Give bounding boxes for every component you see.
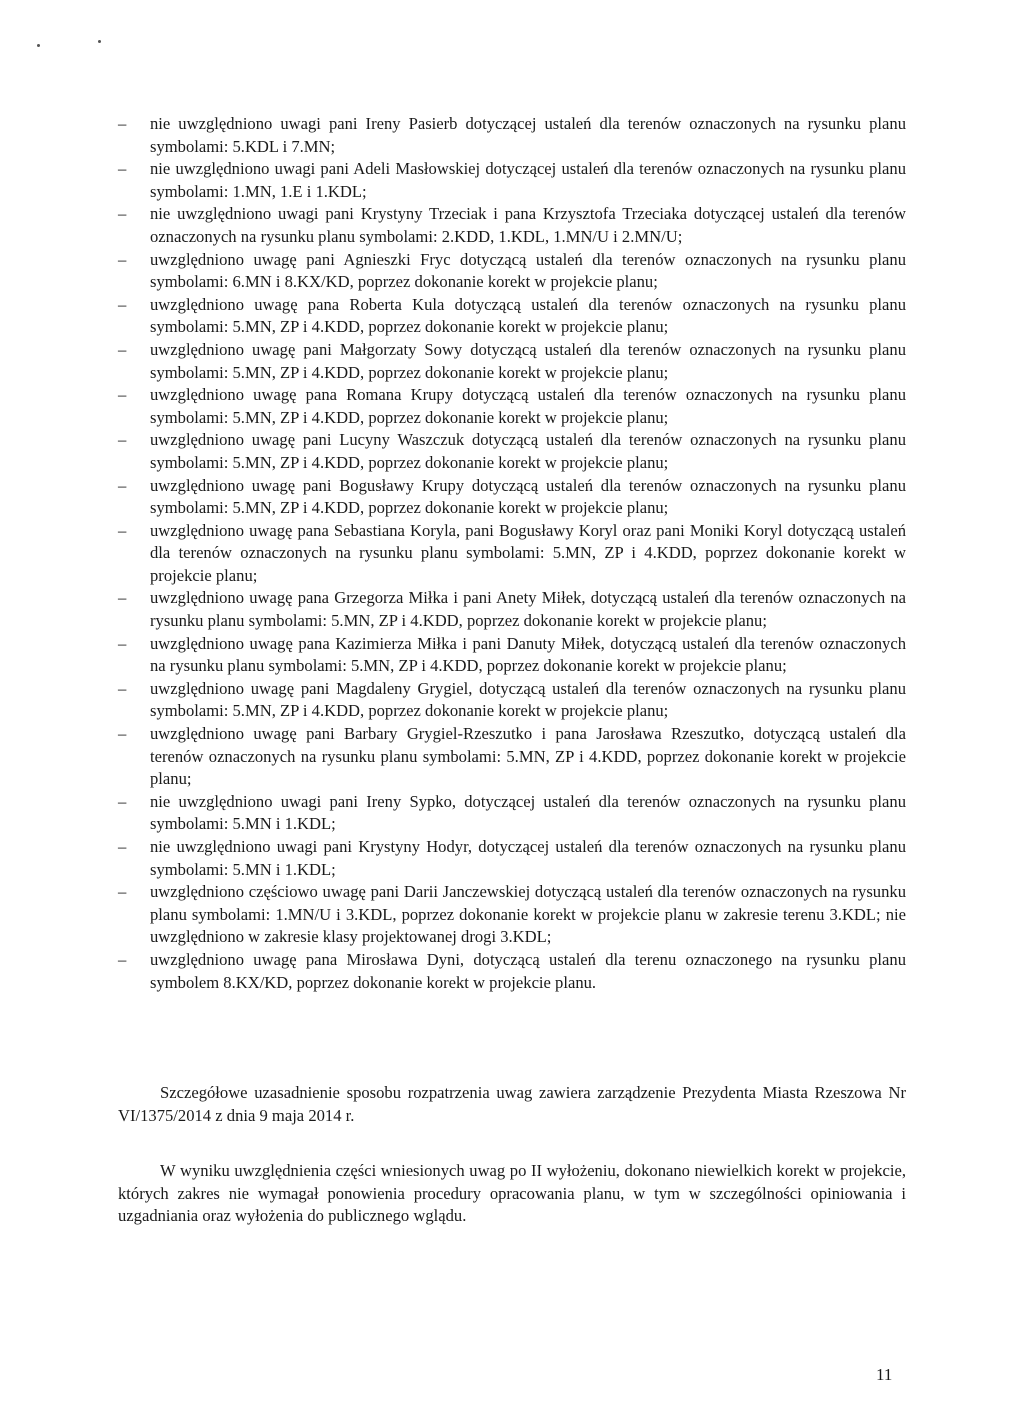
list-item <box>118 294 906 339</box>
list-item-text: uwzględniono uwagę pana Kazimierza Miłka i pani Danuty Miłek, dotyczącą ustaleń dla terenów oznaczonych na rysunku planu symbolami: 5.MN, ZP i 4.KDD, poprzez dokonanie korekt w projekcie planu; <box>150 633 906 676</box>
list-item-text: nie uwzględniono uwagi pani Krystyny Hodyr, dotyczącej ustaleń dla terenów oznaczonych na rysunku planu symbolami: 5.MN i 1.KDL; <box>150 837 906 879</box>
list-item-text: uwzględniono uwagę pana Roberta Kula dotyczącą ustaleń dla terenów oznaczonych na rysunku planu symbolami: 5.MN, ZP i 4.KDD, poprzez dokonanie korekt w projekcie planu; <box>150 294 906 337</box>
list-item-text: uwzględniono uwagę pana Grzegorza Miłka i pani Anety Miłek, dotyczącą ustaleń dla terenów oznaczonych na rysunku planu symbolami: 5.MN, ZP i 4.KDD, poprzez dokonanie korekt w projekcie planu; <box>150 588 906 631</box>
list-item-text: uwzględniono uwagę pani Małgorzaty Sowy dotyczącą ustaleń dla terenów oznaczonych na rysunku planu symbolami: 5.MN, ZP i 4.KDD, poprzez dokonanie korekt w projekcie planu; <box>150 339 906 382</box>
dash-marker: – <box>118 430 127 450</box>
list-item-text: nie uwzględniono uwagi pani Ireny Sypko, dotyczącej ustaleń dla terenów oznaczonych na rysunku planu symbolami: 5.MN i 1.KDL; <box>150 791 906 834</box>
list-item-text: uwzględniono uwagę pana Mirosława Dyni, dotyczącą ustaleń dla terenu oznaczonego na rysunku planu symbolem 8.KX/KD, poprzez dokonanie korekt w projekcie planu. <box>150 949 906 992</box>
scan-speck <box>98 40 101 43</box>
dash-marker: – <box>118 588 127 608</box>
list-item-text: uwzględniono uwagę pana Sebastiana Koryla, pani Bogusławy Koryl oraz pani Moniki Koryl dotyczącą ustaleń dla terenów oznaczonych na rysunku planu symbolami: 5.MN, ZP i 4.KDD, poprzez dokonanie korekt w projekcie planu; <box>150 520 906 585</box>
list-item <box>118 203 906 248</box>
dash-marker: – <box>118 114 127 133</box>
dash-marker: – <box>118 520 127 540</box>
list-item-text: uwzględniono uwagę pani Barbary Grygiel-Rzeszutko i pana Jarosława Rzeszutko, dotyczącą ustaleń dla terenów oznaczonych na rysunku planu symbolami: 5.MN, ZP i 4.KDD, poprzez dokonanie korekt w projekcie planu; <box>150 724 906 789</box>
list-item <box>118 723 906 791</box>
list-item <box>118 429 906 474</box>
list-item <box>118 249 906 294</box>
list-item <box>118 881 906 949</box>
scan-speck <box>37 44 40 47</box>
list-item-text: nie uwzględniono uwagi pani Krystyny Trzeciak i pana Krzysztofa Trzeciaka dotyczącej ustaleń dla terenów oznaczonych na rysunku planu symbolami: 2.KDD, 1.KDL, 1.MN/U i 2.MN/U; <box>150 204 906 246</box>
dash-marker: – <box>118 678 127 698</box>
page-number: 11 <box>876 1365 893 1384</box>
dash-marker: – <box>118 339 127 359</box>
list-item-text: uwzględniono uwagę pani Bogusławy Krupy dotyczącą ustaleń dla terenów oznaczonych na rysunku planu symbolami: 5.MN, ZP i 4.KDD, poprzez dokonanie korekt w projekcie planu; <box>150 475 906 518</box>
dash-marker: – <box>118 249 127 269</box>
list-item-text: nie uwzględniono uwagi pani Adeli Masłowskiej dotyczącej ustaleń dla terenów oznaczonych na rysunku planu symbolami: 1.MN, 1.E i 1.KDL; <box>150 159 906 201</box>
list-item-text: uwzględniono częściowo uwagę pani Darii Janczewskiej dotyczącą ustaleń dla terenów oznaczonych na rysunku planu symbolami: 1.MN/U i 3.KDL, poprzez dokonanie korekt w projekcie planu w zakresie terenu 3.KDL; nie uwzględniono w zakresie klasy projektowanej drogi 3.KDL; <box>150 882 906 947</box>
list-item-text: uwzględniono uwagę pani Lucyny Waszczuk dotyczącą ustaleń dla terenów oznaczonych na rysunku planu symbolami: 5.MN, ZP i 4.KDD, poprzez dokonanie korekt w projekcie planu; <box>150 430 906 472</box>
list-item <box>118 113 906 158</box>
list-item <box>118 836 906 881</box>
dash-marker: – <box>118 837 127 856</box>
decision-list <box>118 113 906 994</box>
dash-marker: – <box>118 949 127 969</box>
list-item <box>118 520 906 588</box>
conclusion-paragraph: W wyniku uwzględnienia części wniesionych uwag po II wyłożeniu, dokonano niewielkich korekt w projekcie, których zakres nie wymagał ponowienia procedury opracowania planu, w tym w szczególności opiniowania i uzgadniania oraz wyłożenia do publicznego wglądu. <box>118 1161 906 1226</box>
list-item <box>118 949 906 994</box>
list-item <box>118 633 906 678</box>
dash-marker: – <box>118 294 127 314</box>
justification-paragraph: Szczegółowe uzasadnienie sposobu rozpatrzenia uwag zawiera zarządzenie Prezydenta Miasta Rzeszowa Nr VI/1375/2014 z dnia 9 maja 2014 r. <box>118 1083 906 1125</box>
list-item <box>118 339 906 384</box>
dash-marker: – <box>118 724 127 744</box>
list-item <box>118 587 906 632</box>
dash-marker: – <box>118 633 127 653</box>
dash-marker: – <box>118 159 127 179</box>
list-item <box>118 791 906 836</box>
list-item-text: uwzględniono uwagę pana Romana Krupy dotyczącą ustaleń dla terenów oznaczonych na rysunku planu symbolami: 5.MN, ZP i 4.KDD, poprzez dokonanie korekt w projekcie planu; <box>150 385 906 427</box>
dash-marker: – <box>118 791 127 811</box>
list-item-text: uwzględniono uwagę pani Magdaleny Grygiel, dotyczącą ustaleń dla terenów oznaczonych na rysunku planu symbolami: 5.MN, ZP i 4.KDD, poprzez dokonanie korekt w projekcie planu; <box>150 678 906 721</box>
list-item <box>118 158 906 203</box>
list-item <box>118 384 906 429</box>
dash-marker: – <box>118 385 127 405</box>
dash-marker: – <box>118 204 127 224</box>
list-item-text: nie uwzględniono uwagi pani Ireny Pasierb dotyczącej ustaleń dla terenów oznaczonych na rysunku planu symbolami: 5.KDL i 7.MN; <box>150 114 906 156</box>
dash-marker: – <box>118 475 127 495</box>
list-item-text: uwzględniono uwagę pani Agnieszki Fryc dotyczącą ustaleń dla terenów oznaczonych na rysunku planu symbolami: 6.MN i 8.KX/KD, poprzez dokonanie korekt w projekcie planu; <box>150 249 906 292</box>
list-item <box>118 475 906 520</box>
list-item <box>118 678 906 723</box>
dash-marker: – <box>118 882 127 902</box>
